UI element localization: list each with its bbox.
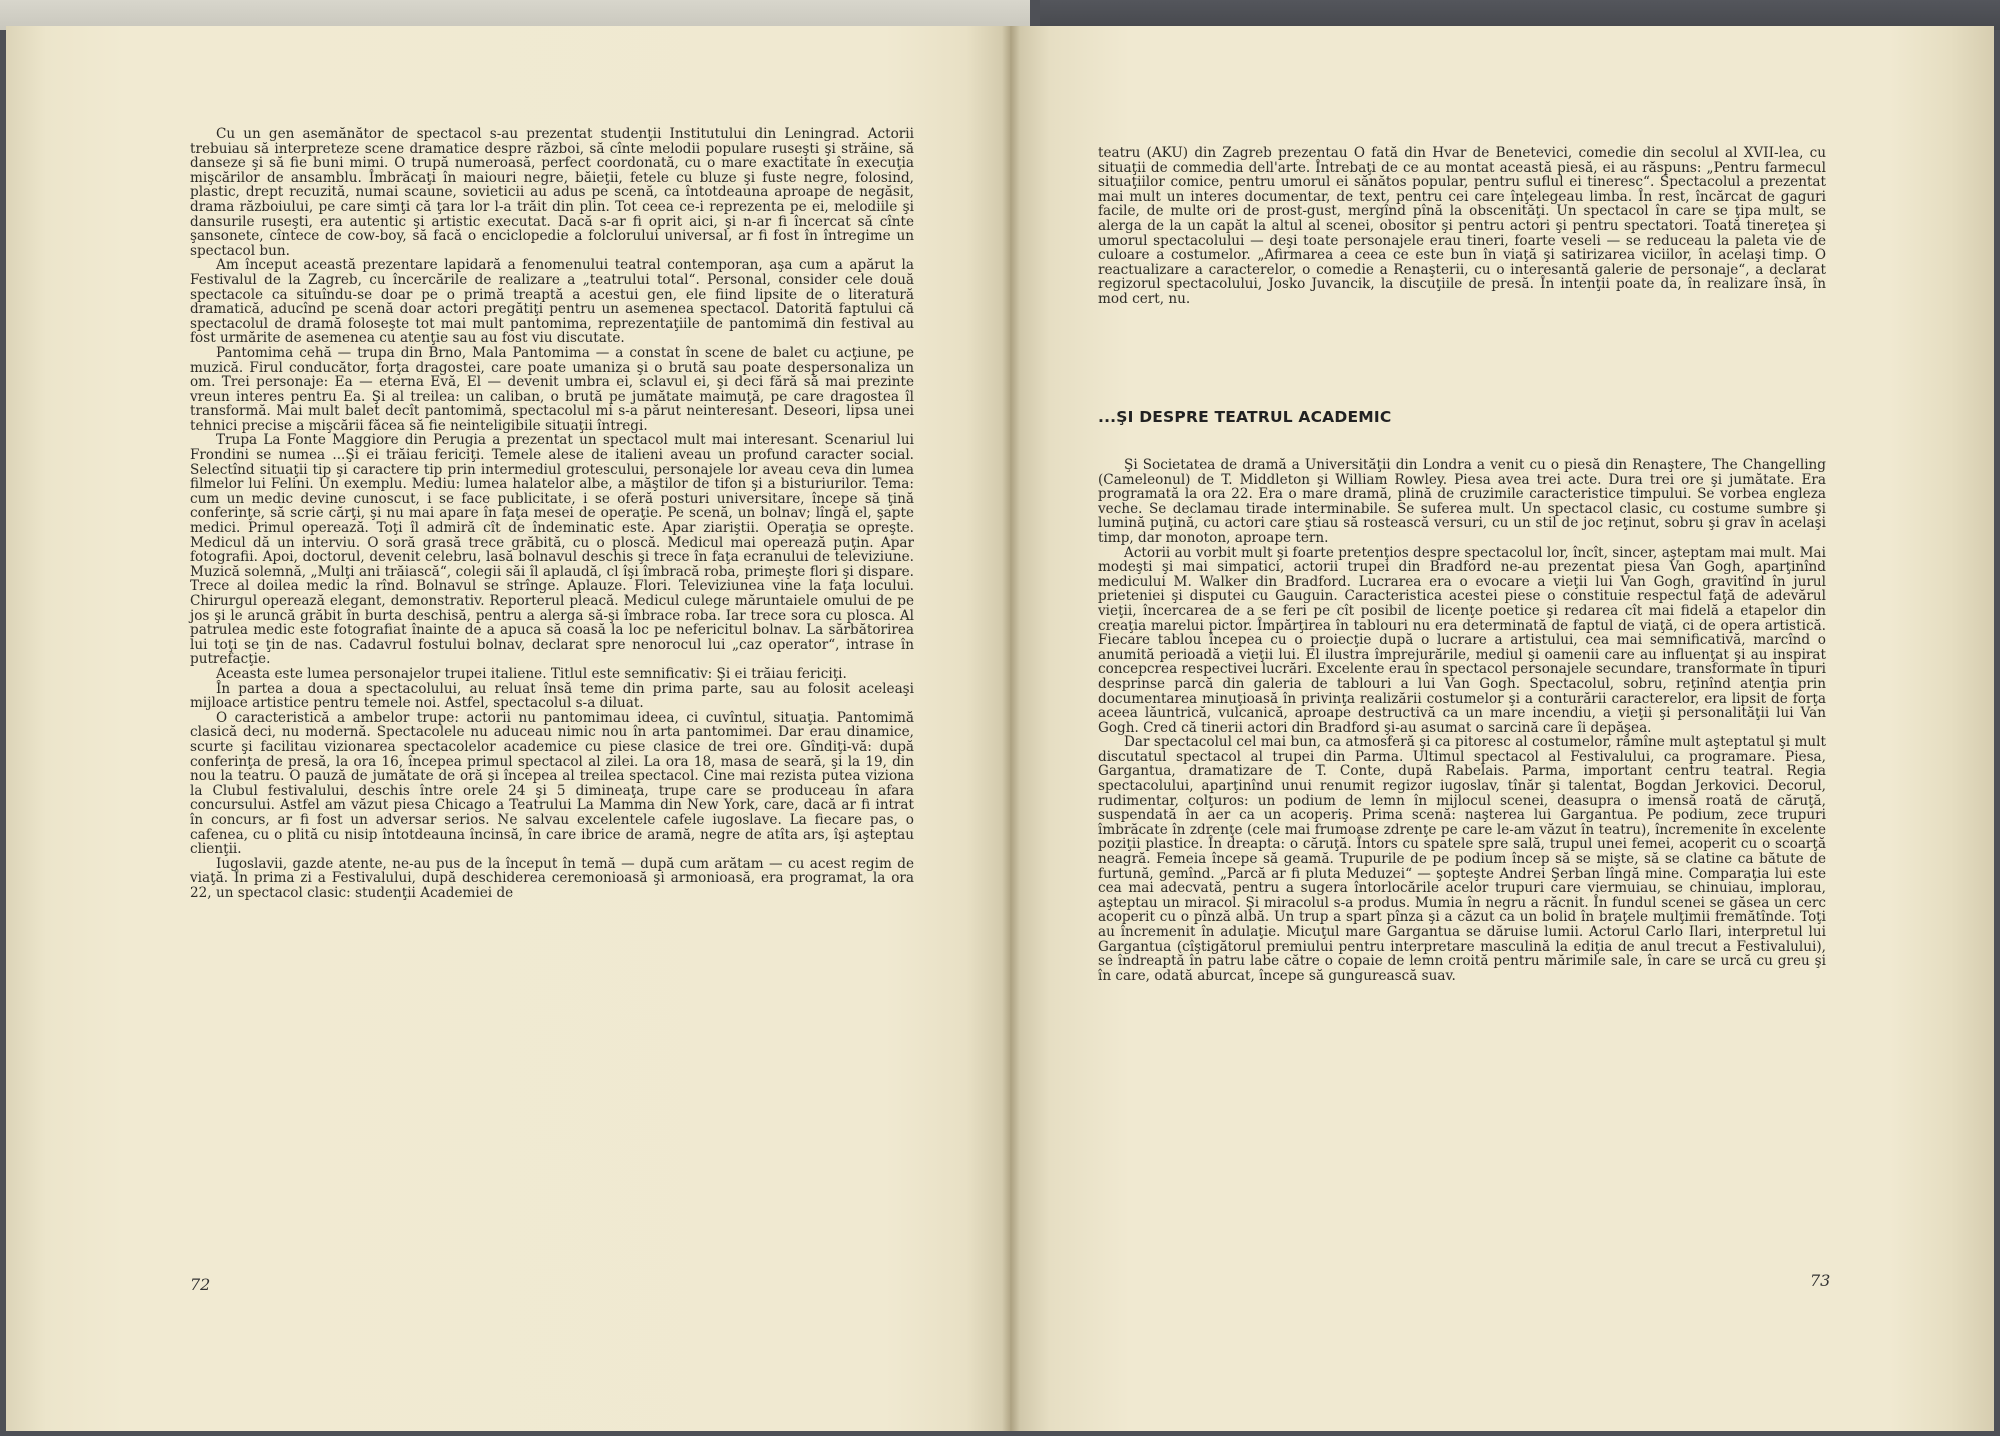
page-number-left: 72 (190, 1275, 211, 1294)
book-gutter (1002, 26, 1020, 1431)
paragraph: Actorii au vorbit mult şi foarte pretenţios despre spectacolul lor, încît, sincer, aşteptam mai mult. Mai modeşti şi mai simpatici, actorii trupei din Bradford ne-au prezentat piesa Van Gogh, aparţinînd medicului M. Walker din Bradford. Lucrarea era o evocare a vieţii lui Van Gogh, gravitînd în jurul prieteniei şi disputei cu Gauguin. Caracteristica acestei piese o constituie respectul faţă de adevărul vieţii, încercarea de a se feri pe cît posibil de licenţe poetice şi redarea cît mai fidelă a etapelor din creaţia marelui pictor. Împărţirea în tablouri nu era determinată de faptul de viaţă, ci de opera artistică. Fiecare tablou începea cu o proiecţie după o lucrare a artistului, cea mai semnificativă, marcînd o anumită perioadă a vieţii lui. El ilustra împrejurările, mediul şi oamenii care au influenţat şi au inspirat concepcrea respectivei lucrări. Excelente erau în spectacol personajele secundare, transformate în tipuri desprinse parcă din galeria de tablouri a lui Van Gogh. Spectacolul, sobru, reţinînd atenţia prin documentarea minuţioasă în privinţa realizării costumelor şi a conturării caracterelor, era lipsit de forţa aceea lăuntrică, vulcanică, aproape destructivă ca un mare incendiu, a vieţii şi personalităţii lui Van Gogh. Cred că tinerii actori din Bradford şi-au asumat o sarcină care îi depăşea. (1098, 544, 1826, 736)
paragraph: Pantomima cehă — trupa din Brno, Mala Pantomima — a constat în scene de balet cu acţiune, pe muzică. Firul conducător, forţa dragostei, care poate umaniza şi o brută sau poate despersonaliza un om. Trei personaje: Ea — eterna Evă, El — devenit umbra ei, sclavul ei, şi deci fără să mai prezinte vreun interes pentru Ea. Şi al treilea: un caliban, o brută pe jumătate maimuţă, pe care dragostea îl transformă. Mai mult balet decît pantomimă, spectacolul mi s-a părut neinteresant. Deseori, lipsa unei tehnici precise a mişcării făcea să fie neinteligibile situaţii întregi. (190, 344, 914, 434)
paragraph: Şi Societatea de dramă a Universităţii din Londra a venit cu o piesă din Renaştere, The Changelling (Cameleonul) de T. Middleton şi William Rowley. Piesa avea trei acte. Dura trei ore şi jumătate. Era programată la ora 22. Era o mare dramă, plină de cruzimile caracteristice timpului. Se vorbea engleza veche. Se declamau tirade interminabile. Se suferea mult. Un spectacol clasic, cu costume sumbre şi lumină puţină, cu actori care ştiau să rostească versuri, cu un stil de joc reţinut, sobru şi grav în acelaşi timp, dar monoton, aproape tern. (1098, 457, 1826, 546)
right-page-section-text (1098, 458, 1826, 983)
section-heading: ...ŞI DESPRE TEATRUL ACADEMIC (1098, 408, 1392, 426)
paragraph: Aceasta este lumea personajelor trupei italiene. Titlul este semnificativ: Şi ei trăiau fericiţi. (216, 665, 847, 682)
right-page-top-text (1098, 146, 1826, 307)
page-number-right: 73 (1810, 1271, 1831, 1290)
paragraph: teatru (AKU) din Zagreb prezentau O fată din Hvar de Benetevici, comedie din secolul al XVII-lea, cu situaţii de commedia dell'arte. Întrebaţi de ce au montat această piesă, ei au răspuns: „Pentru farmecul situaţiilor comice, pentru umorul ei sănătos popular, pentru suflul ei tineresc“. Spectacolul a prezentat mai mult un interes documentar, de text, pentru cei care înţelegeau limba. În rest, încărcat de gaguri facile, de multe ori de prost-gust, mergînd pînă la obscenităţi. Un spectacol în care se ţipa mult, se alerga de la un capăt la altul al scenei, obositor şi pentru actori şi pentru spectatori. Toată tinereţea şi umorul spectacolului — deşi toate personajele erau tineri, foarte veseli — se reduceau la paleta vie de culoare a costumelor. „Afirmarea a ceea ce este bun în viaţă şi satirizarea viciilor, în acelaşi timp. O reactualizare a caracterelor, o comedie a Renaşterii, cu o interesantă galerie de personaje“, a declarat regizorul spectacolului, Josko Juvancik, la discuţiile de presă. În intenţii poate da, în realizare însă, în mod cert, nu. (1098, 145, 1826, 307)
paragraph: Dar spectacolul cel mai bun, ca atmosferă şi ca pitoresc al costumelor, rămîne mult aşteptatul şi mult discutatul spectacol al trupei din Parma. Ultimul spectacol al Festivalului, ca programare. Piesa, Gargantua, dramatizare de T. Conte, după Rabelais. Parma, important centru teatral. Regia spectacolului, aparţinînd unui renumit regizor iugoslav, tînăr şi talentat, Bogdan Jerkovici. Decorul, rudimentar, colţuros: un podium de lemn în mijlocul scenei, deasupra o imensă roată de căruţă, suspendată în aer ca un acoperiş. Prima scenă: naşterea lui Gargantua. Pe podium, zece trupuri îmbrăcate în zdrenţe (cele mai frumoase zdrenţe pe care le-am văzut în teatru), încremenite în excelente poziţii plastice. În dreapta: o căruţă. Întors cu spatele spre sală, trupul unei femei, acoperit cu o scoarţă neagră. Femeia începe să geamă. Trupurile de pe podium încep să se mişte, să se clatine ca bătute de furtună, gemînd. „Parcă ar fi pluta Meduzei“ — şopteşte Andrei Şerban lîngă mine. Comparaţia lui este cea mai adecvată, pentru a sugera întorlocările acelor trupuri care viermuiau, se chinuiau, implorau, aşteptau un miracol. Şi miracolul s-a produs. Mumia în negru a răcnit. În fundul scenei se găsea un cerc acoperit cu o pînză albă. Un trup a spart pînza şi a căzut ca un bolid în braţele mulţimii fremătînde. Toţi au încremenit în adulaţie. Micuţul mare Gargantua se dăruise lumii. Actorul Carlo Ilari, interpretul lui Gargantua (cîştigătorul premiului pentru interpretare masculină la ediţia de anul trecut a Festivalului), se îndreaptă în patru labe către o copaie de lemn croită pentru mărimile sale, în care se urcă cu greu şi în care, odată aburcat, începe să gungurească suav. (1098, 734, 1826, 984)
paragraph: Trupa La Fonte Maggiore din Perugia a prezentat un spectacol mult mai interesant. Scenariul lui Frondini se numea ...Şi ei trăiau fericiţi. Temele alese de italieni aveau un profund caracter social. Selectînd situaţii tip şi caractere tip prin intermediul grotescului, personajele lor aveau ceva din lumea filmelor lui Felini. Un exemplu. Mediu: lumea halatelor albe, a măştilor de tifon şi a bisturiurilor. Tema: cum un medic devine cunoscut, i se face publicitate, i se oferă posturi universitare, începe să ţină conferinţe, să scrie cărţi, şi nu mai apare în faţa mesei de operaţie. Pe scenă, un bolnav; lîngă el, şapte medici. Primul operează. Toţi îl admiră cît de îndeminatic este. Apar ziariştii. Operaţia se opreşte. Medicul dă un interviu. O soră grasă trece grăbită, cu o ploscă. Medicul mai operează puţin. Apar fotografii. Apoi, doctorul, devenit celebru, lasă bolnavul deschis şi trece în faţa ecranului de televiziune. Muzică solemnă, „Mulţi ani trăiască“, colegii săi îl aplaudă, cl îşi îmbracă roba, primeşte flori şi dispare. Trece al doilea medic la rînd. Bolnavul se strînge. Aplauze. Flori. Televiziunea vine la faţa locului. Chirurgul operează elegant, demonstrativ. Reporterul pleacă. Medicul culege măruntaiele omului de pe jos şi le aruncă grăbit în burta deschisă, pentru a alerga să-şi îmbrace roba. Iar trece sora cu plosca. Al patrulea medic este fotografiat înainte de a apuca să coasă la loc pe nefericitul bolnav. La sărbătorirea lui toţi se ţin de nas. Cadavrul fostului bolnav, declarat spre nenorocul lui „caz operator“, intrase în putrefacţie. (190, 432, 914, 668)
left-page-text (190, 127, 914, 900)
paragraph: Iugoslavii, gazde atente, ne-au pus de la început în temă — după cum arătam — cu acest regim de viaţă. În prima zi a Festivalului, după deschiderea ceremonioasă şi armonioasă, era programat, la ora 22, un spectacol clasic: studenţii Academiei de (190, 855, 914, 901)
paragraph: În partea a doua a spectacolului, au reluat însă teme din prima parte, sau au folosit aceleaşi mijloace artistice pentru temele noi. Astfel, spectacolul s-a diluat. (190, 680, 914, 712)
paragraph: O caracteristică a ambelor trupe: actorii nu pantomimau ideea, ci cuvîntul, situaţia. Pantomimă clasică deci, nu modernă. Spectacolele nu aduceau nimic nou în arta pantomimei. Dar erau dinamice, scurte şi facilitau vizionarea spectacolelor academice cu piese clasice de trei ore. Gîndiţi-vă: după conferinţa de presă, la ora 16, începea primul spectacol al zilei. La ora 18, masa de seară, şi la 19, din nou la teatru. O pauză de jumătate de oră şi începea al treilea spectacol. Cine mai rezista putea viziona la Clubul festivalului, deschis între orele 24 şi 5 dimineaţa, trupe care se produceau în afara concursului. Astfel am văzut piesa Chicago a Teatrului La Mamma din New York, care, dacă ar fi intrat în concurs, ar fi fost un adversar serios. Ne salvau excelentele cafele iugoslave. La fiecare pas, o cafenea, cu o plită cu nisip întotdeauna încinsă, în care ibrice de aramă, negre de atîta ars, îşi aşteptau clienţii. (190, 709, 914, 858)
paragraph: Am început această prezentare lapidară a fenomenului teatral contemporan, aşa cum a apărut la Festivalul de la Zagreb, cu încercările de realizare a „teatrului total“. Personal, consider cele două spectacole ca situîndu-se doar pe o primă treaptă a acestui gen, ele fiind lipsite de o literatură dramatică, aducînd pe scenă doar actori pregătiţi pentru un asemenea spectacol. Datorită faptului că spectacolul de dramă foloseşte tot mai mult pantomima, reprezentaţiile de pantomimă din festival au fost urmărite de asemenea cu atenţie sau au fost viu discutate. (190, 257, 914, 347)
paragraph: Cu un gen asemănător de spectacol s-au prezentat studenţii Institutului din Leningrad. Actorii trebuiau să interpreteze scene dramatice despre război, să cînte melodii populare ruseşti şi străine, să danseze şi să fie buni mimi. O trupă numeroasă, perfect coordonată, cu o mare exactitate în execuţia mişcărilor de ansamblu. Îmbrăcaţi în maiouri negre, băieţii, fetele cu bluze şi fuste negre, folosind, plastic, drept recuzită, numai scaune, sovieticii au adus pe scenă, ca întotdeauna aproape de negăsit, drama războiului, pe care simţi că ţara lor l-a trăit din plin. Tot ceea ce-i reprezenta pe ei, melodiile şi dansurile ruseşti, era autentic şi artistic executat. Dacă s-ar fi oprit aici, şi n-ar fi încercat să cînte şansonete, cîntece de cow-boy, să facă o enciclopedie a folclorului universal, ar fi fost în întregime un spectacol bun. (190, 126, 914, 259)
